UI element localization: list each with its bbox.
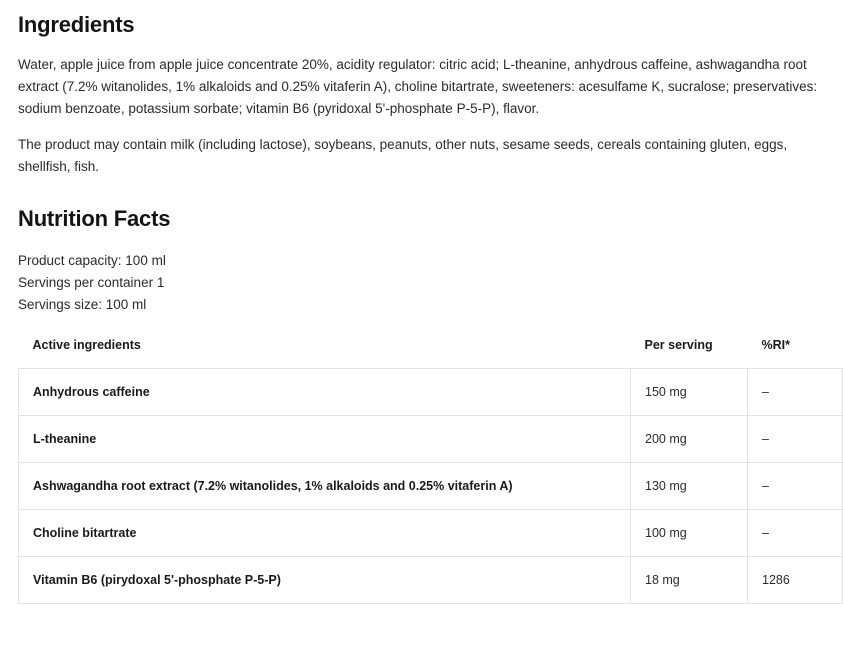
ingredient-name: Choline bitartrate bbox=[19, 510, 631, 557]
table-body bbox=[19, 369, 843, 604]
ingredient-per-serving: 130 mg bbox=[631, 463, 748, 510]
column-header-ri: %RI* bbox=[761, 338, 790, 352]
table-row bbox=[19, 463, 843, 510]
table-row bbox=[19, 510, 843, 557]
ingredient-ri: – bbox=[748, 463, 843, 510]
ingredient-per-serving: 200 mg bbox=[631, 416, 748, 463]
ingredient-name: Ashwagandha root extract (7.2% witanolides, 1% alkaloids and 0.25% vitaferin A) bbox=[19, 463, 631, 510]
ingredients-paragraph: Water, apple juice from apple juice concentrate 20%, acidity regulator: citric acid; L-theanine, anhydrous caffeine, ashwagandha root extract (7.2% witanolides, 1% alkaloids and 0.25% vitaferin A), choline bitartrate, sweeteners: acesulfame K, sucralose; preservatives: sodium benzoate, potassium sorbate; vitamin B6 (pyridoxal 5'-phosphate P-5-P), flavor. bbox=[18, 57, 818, 116]
allergen-paragraph: The product may contain milk (including lactose), soybeans, peanuts, other nuts, sesame seeds, cereals containing gluten, eggs, shellfish, fish. bbox=[18, 137, 788, 174]
ingredients-heading: Ingredients bbox=[18, 12, 135, 37]
ingredient-ri: 1286 bbox=[748, 557, 843, 604]
ingredient-per-serving: 150 mg bbox=[631, 369, 748, 416]
servings-per-container: Servings per container 1 bbox=[18, 275, 165, 290]
ingredient-name: Vitamin B6 (pirydoxal 5'-phosphate P-5-P) bbox=[19, 557, 631, 604]
product-capacity: Product capacity: 100 ml bbox=[18, 253, 166, 268]
ingredient-per-serving: 100 mg bbox=[631, 510, 748, 557]
table-header bbox=[19, 338, 843, 369]
ingredient-ri: – bbox=[748, 369, 843, 416]
table-row bbox=[19, 416, 843, 463]
column-header-active-ingredients: Active ingredients bbox=[32, 338, 141, 352]
ingredient-ri: – bbox=[748, 416, 843, 463]
table-row bbox=[19, 557, 843, 604]
ingredient-name: L-theanine bbox=[19, 416, 631, 463]
serving-info-list bbox=[18, 250, 825, 316]
ingredient-name: Anhydrous caffeine bbox=[19, 369, 631, 416]
table-row bbox=[19, 369, 843, 416]
nutrition-facts-heading: Nutrition Facts bbox=[18, 206, 171, 231]
column-header-per-serving: Per serving bbox=[644, 338, 713, 352]
nutrition-table bbox=[18, 338, 843, 604]
serving-size: Servings size: 100 ml bbox=[18, 297, 147, 312]
ingredient-per-serving: 18 mg bbox=[631, 557, 748, 604]
ingredient-ri: – bbox=[748, 510, 843, 557]
table-header-row bbox=[19, 338, 843, 369]
